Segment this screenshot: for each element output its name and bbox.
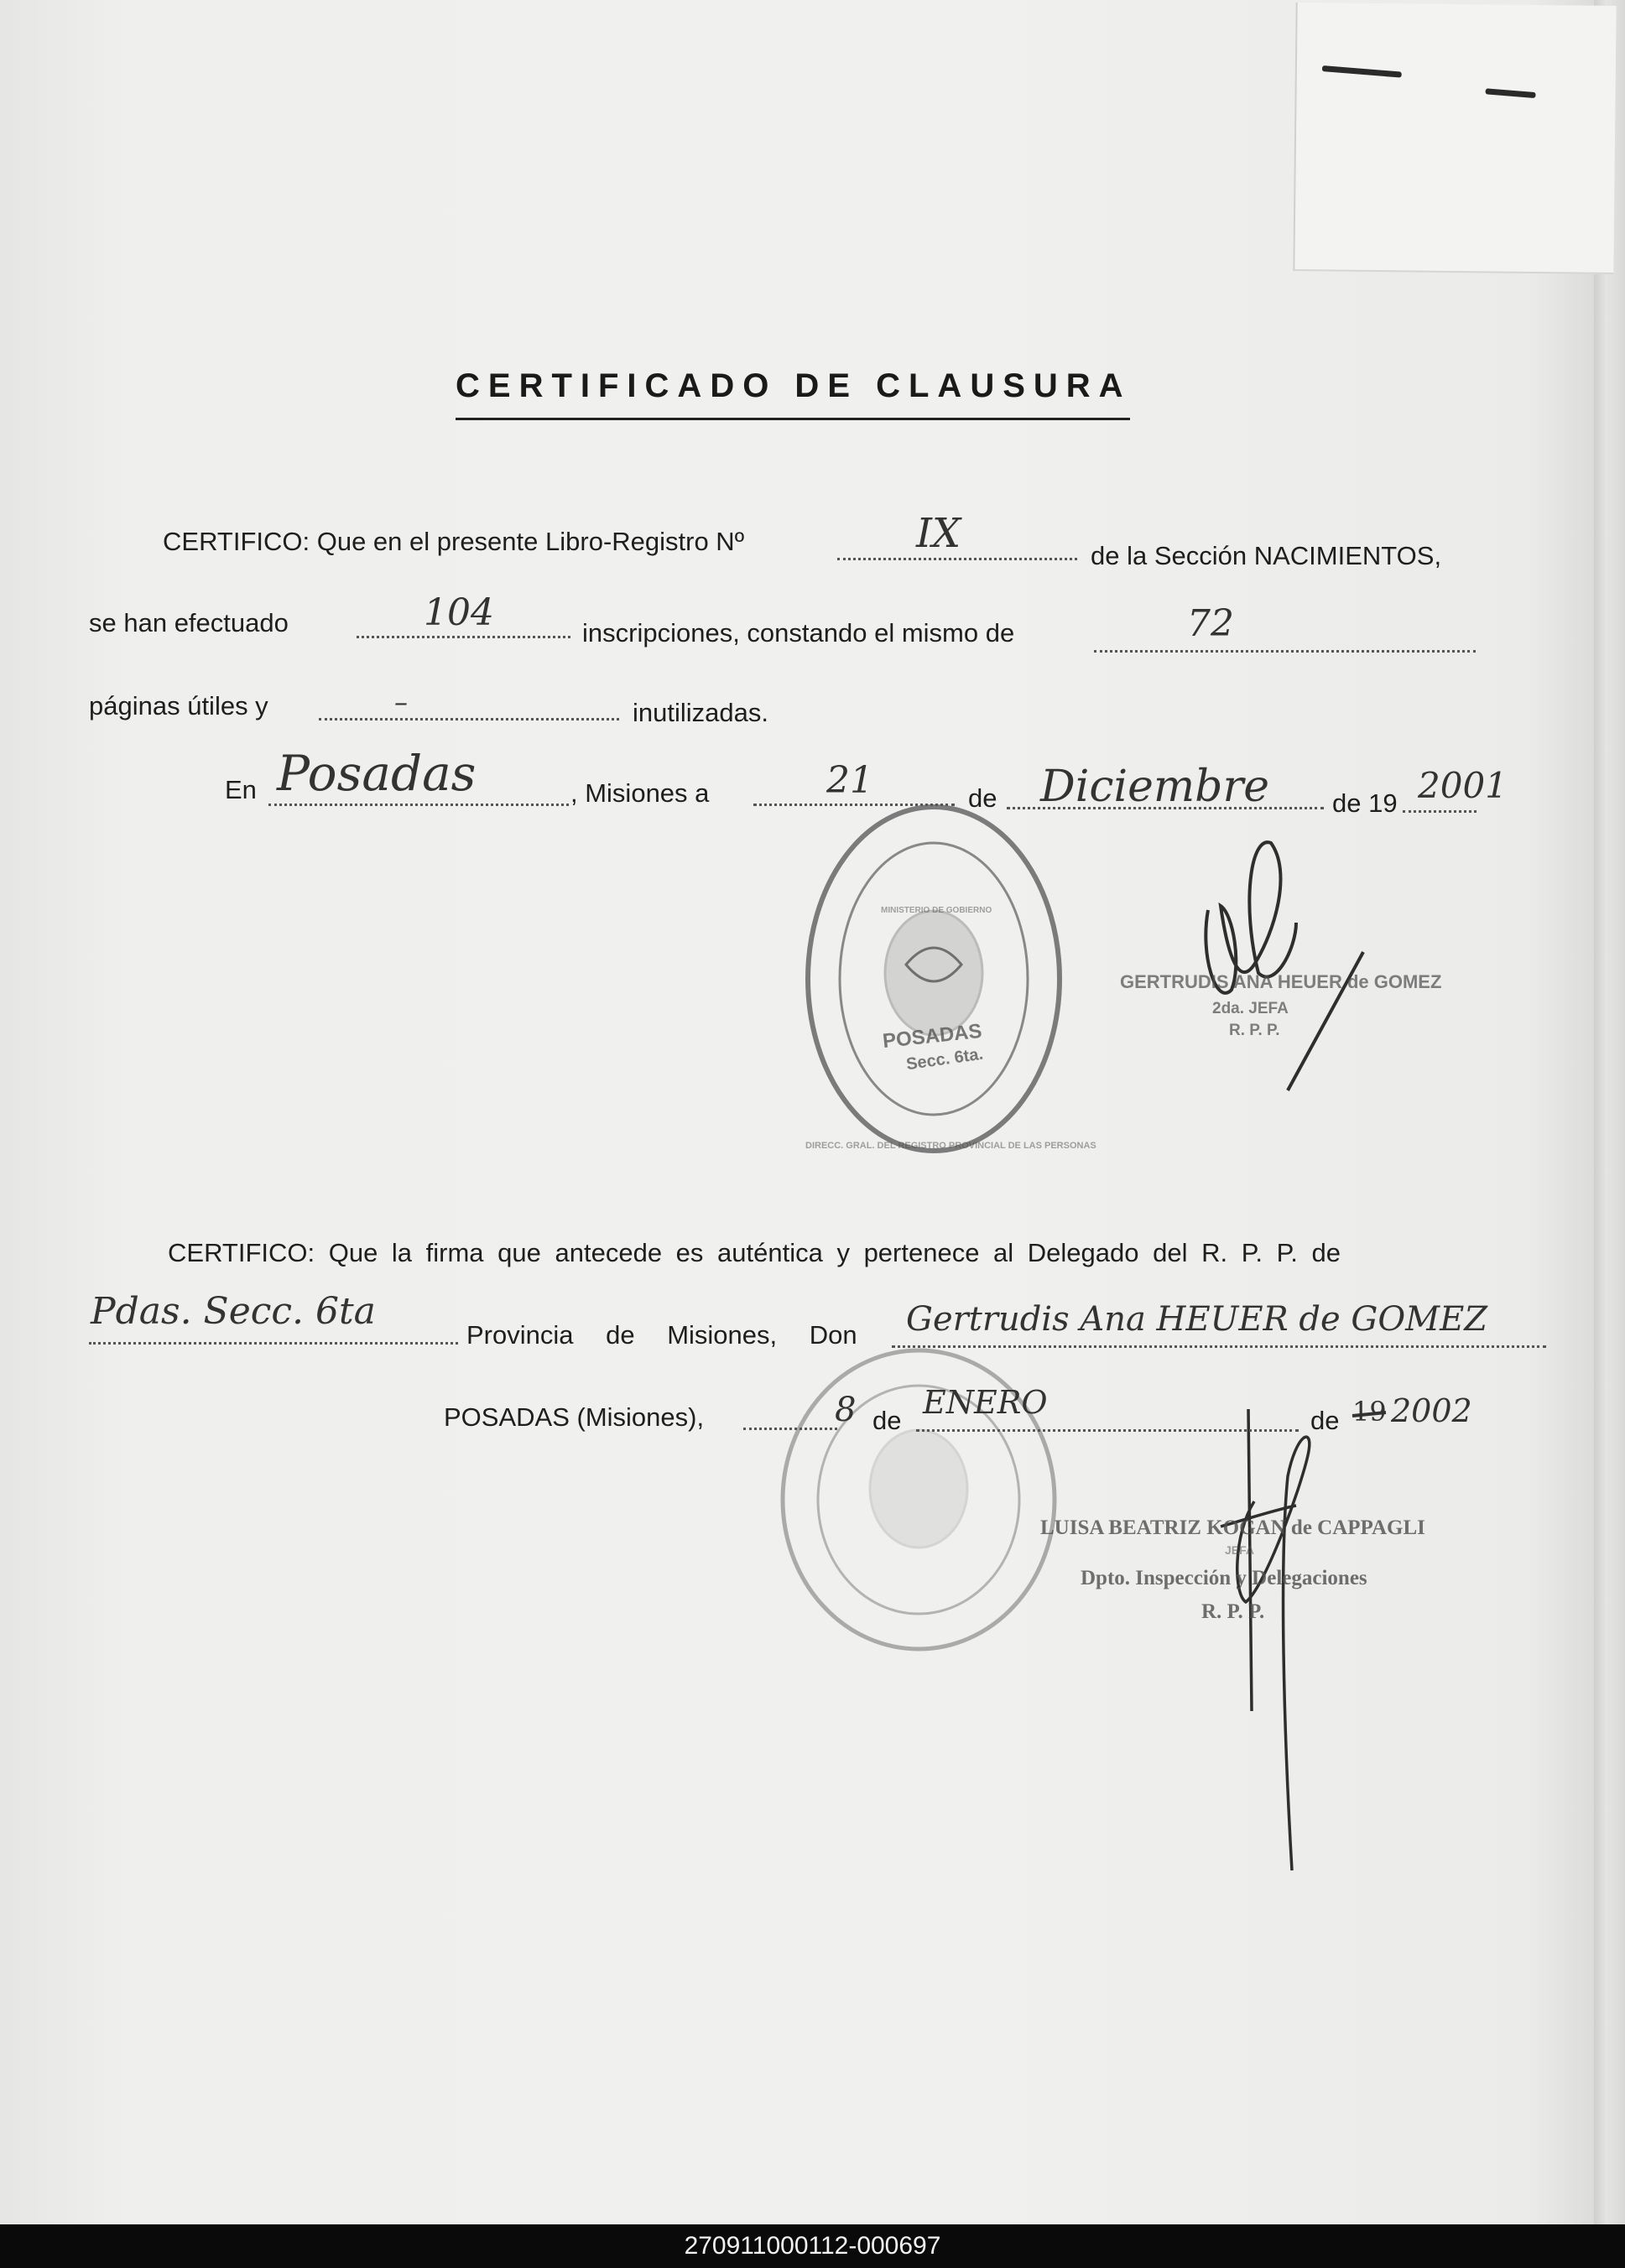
- handwritten-anio-struck: 19: [1352, 1396, 1387, 1428]
- footer-bar: [0, 2224, 1625, 2268]
- handwritten-dia: 21: [826, 759, 873, 802]
- signature-1-stamp-org: R. P. P.: [1229, 1022, 1280, 1039]
- p1-text-g: En: [225, 775, 257, 804]
- dotted-line: [892, 1345, 1546, 1348]
- handwritten-don: Gertrudis Ana HEUER de GOMEZ: [906, 1300, 1488, 1339]
- seal-1-section: Secc. 6ta.: [904, 1044, 985, 1074]
- signature-1-stamp-name: GERTRUDIS ANA HEUER de GOMEZ: [1120, 971, 1442, 992]
- footer-id: 270911000112-000697: [684, 2232, 941, 2260]
- handwritten-paginas: 72: [1187, 602, 1234, 645]
- dotted-line: [89, 1342, 458, 1345]
- signature-2-stamp-org: R. P. P.: [1201, 1600, 1265, 1623]
- handwritten-mes-2: ENERO: [923, 1384, 1048, 1421]
- p2-text-e: de: [1310, 1406, 1340, 1435]
- p1-text-c: se han efectuado: [89, 608, 289, 637]
- signature-2-stamp-dept: Dpto. Inspección y Delegaciones: [1081, 1567, 1367, 1589]
- document-title: CERTIFICADO DE CLAUSURA: [456, 367, 1132, 404]
- signature-1-stamp-role: 2da. JEFA: [1212, 1000, 1289, 1017]
- handwritten-dia-2: 8: [835, 1391, 857, 1429]
- seal-1-ring-text: DIRECC. GRAL. DEL REGISTRO PROVINCIAL DE LAS PERSONAS: [805, 1141, 1096, 1151]
- dotted-line: [916, 1429, 1299, 1432]
- handwritten-anio: 2001: [1418, 765, 1508, 806]
- handwritten-libro-number: IX: [916, 510, 961, 557]
- p1-text-d: inscripciones, constando el mismo de: [582, 618, 1015, 648]
- signature-1: [1206, 842, 1363, 1090]
- handwritten-delegacion: Pdas. Secc. 6ta: [91, 1290, 376, 1333]
- p1-text-b: de la Sección NACIMIENTOS,: [1091, 541, 1442, 570]
- p1-text-e: páginas útiles y: [89, 691, 268, 720]
- p1-text-f: inutilizadas.: [633, 698, 768, 727]
- p2-text-b: Provincia de Misiones, Don: [466, 1320, 857, 1350]
- round-seal-1: [808, 807, 1060, 1151]
- handwritten-anio-2: 2002: [1391, 1392, 1472, 1429]
- p1-text-i: de: [968, 783, 997, 813]
- p2-text-d: de: [872, 1406, 902, 1435]
- handwritten-mes: Diciembre: [1040, 762, 1270, 812]
- seal-1-city: POSADAS: [881, 1019, 983, 1053]
- handwritten-inutilizadas: –: [394, 686, 408, 718]
- signature-2: [1221, 1409, 1310, 1870]
- handwritten-lugar: Posadas: [277, 745, 477, 802]
- dotted-line: [743, 1428, 837, 1430]
- p2-text-a: CERTIFICO: Que la firma que antecede es auténtica y pertenece al Delegado del R. P. P. de: [168, 1238, 1341, 1267]
- p2-text-c: POSADAS (Misiones),: [444, 1402, 705, 1432]
- p1-text-a: CERTIFICO: Que en el presente Libro-Registro Nº: [163, 527, 745, 556]
- signature-2-stamp-name: LUISA BEATRIZ KOGAN de CAPPAGLI: [1040, 1516, 1425, 1539]
- handwritten-inscripciones: 104: [424, 591, 494, 634]
- p1-text-h: , Misiones a: [570, 778, 710, 808]
- p1-text-j: de 19: [1332, 788, 1398, 818]
- signature-2-stamp-role: JEFA: [1225, 1543, 1255, 1557]
- seal-1-inner-text: MINISTERIO DE GOBIERNO: [881, 906, 992, 915]
